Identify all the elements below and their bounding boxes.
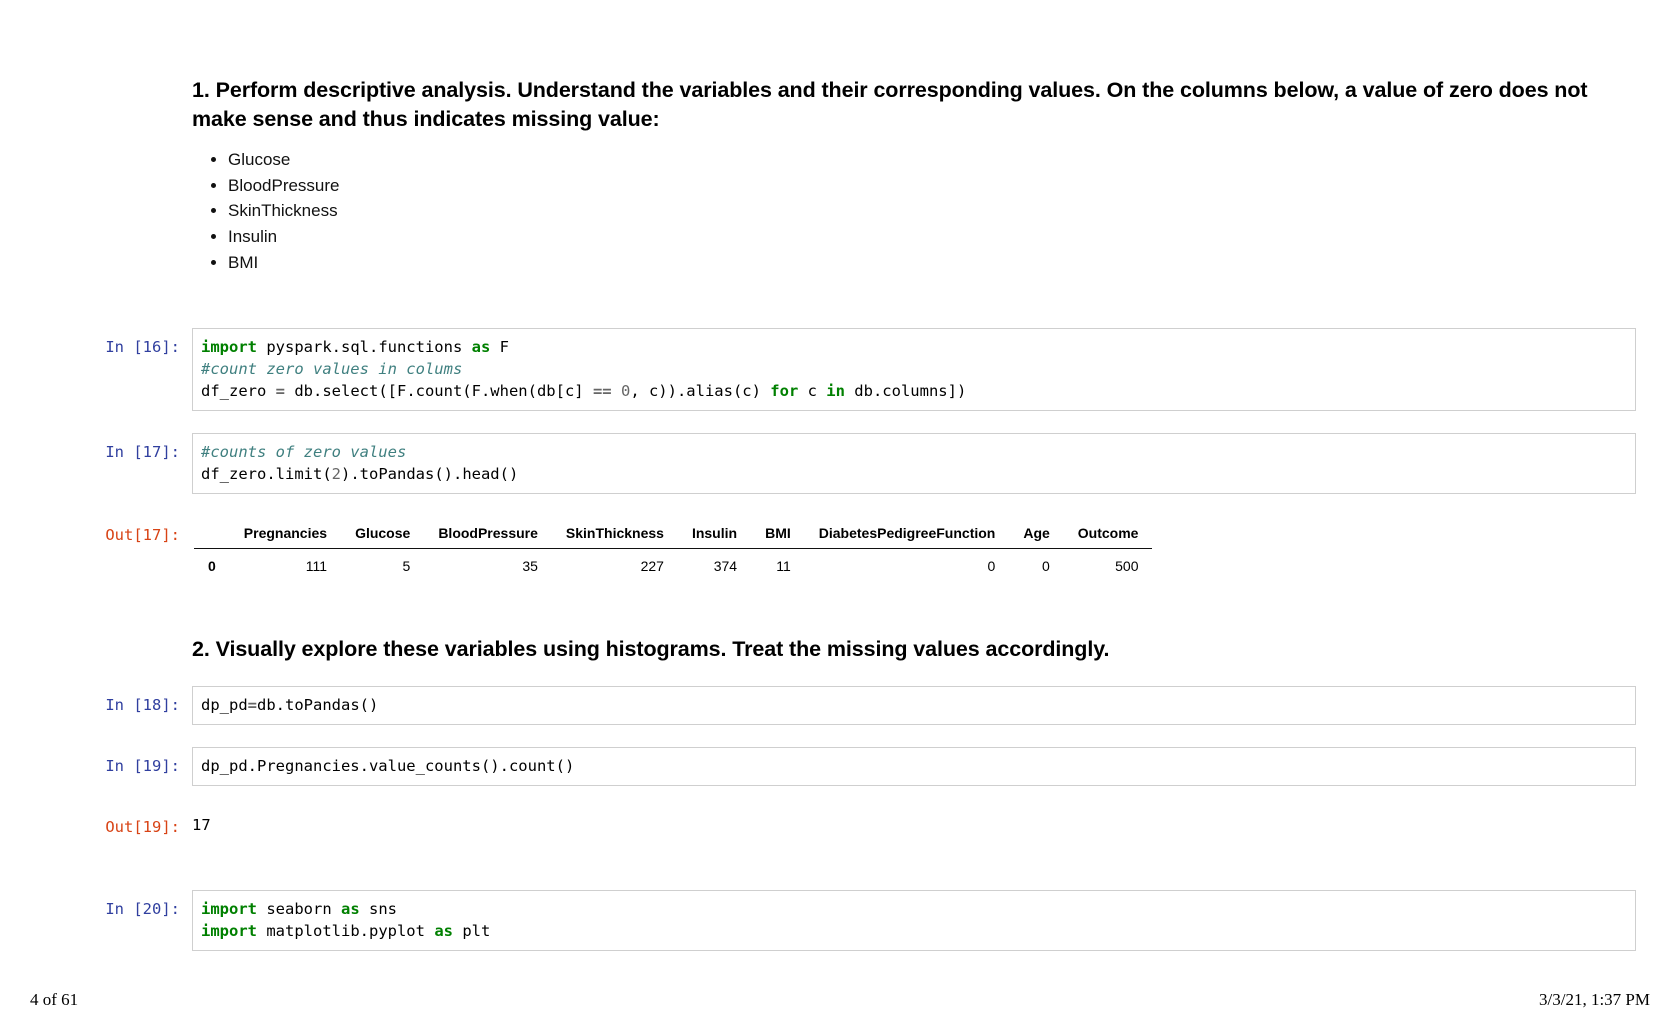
- dataframe-output: [192, 516, 1636, 579]
- keyword-import: import: [201, 922, 257, 941]
- cell-prompt-in-18: In [18]:: [105, 696, 180, 715]
- column-header: Pregnancies: [230, 520, 341, 549]
- column-header: BloodPressure: [424, 520, 552, 549]
- keyword-as: as: [434, 922, 453, 941]
- operator: ==: [592, 382, 612, 401]
- number-literal: 0: [620, 382, 631, 401]
- output-text-19: 17: [192, 816, 211, 835]
- cell-prompt-in-19: In [19]:: [105, 757, 180, 776]
- code-editor-20[interactable]: [192, 890, 1636, 951]
- code-line: [201, 920, 1635, 942]
- code-text: [612, 382, 621, 400]
- cell-prompt-out-19: Out[19]:: [105, 818, 180, 837]
- table-cell: 11: [776, 558, 791, 575]
- column-header: Glucose: [341, 520, 424, 549]
- keyword-import: import: [201, 338, 257, 357]
- code-text: plt: [452, 922, 491, 941]
- operator: =: [275, 382, 285, 401]
- code-editor-16[interactable]: [192, 328, 1636, 411]
- keyword-as: as: [341, 900, 360, 919]
- code-text: df_zero.limit(: [201, 465, 332, 484]
- output-cell-17: [96, 516, 1636, 579]
- table-cell: 35: [522, 558, 538, 575]
- code-line: [201, 441, 1635, 463]
- list-item: • SkinThickness: [228, 199, 1636, 224]
- code-text: db.select([F.count(F.when(db[c]: [285, 382, 593, 401]
- code-comment: #counts of zero values: [201, 443, 407, 462]
- code-text: sns: [359, 900, 397, 919]
- missing-value-columns-list: [192, 148, 1636, 275]
- code-text: seaborn: [257, 900, 341, 919]
- column-header: SkinThickness: [552, 520, 678, 549]
- section-heading-1: 1. Perform descriptive analysis. Understand the variables and their corresponding values. On the columns below, a value of zero does not make sense and thus indicates missing value:: [192, 78, 1588, 132]
- cell-prompt-in-17: In [17]:: [105, 443, 180, 462]
- code-editor-18[interactable]: [192, 686, 1636, 725]
- table-cell: 0: [1042, 558, 1050, 575]
- code-line: [201, 336, 1635, 358]
- keyword-as: as: [471, 338, 491, 357]
- code-text: pyspark.sql.functions: [257, 338, 472, 357]
- cell-prompt-in-16: In [16]:: [105, 338, 180, 357]
- output-cell-19: [96, 808, 1636, 838]
- code-cell-18: [96, 686, 1636, 725]
- list-item: • Insulin: [228, 225, 1636, 250]
- spacer: [96, 276, 1636, 306]
- column-header: BMI: [751, 520, 805, 549]
- column-header: DiabetesPedigreeFunction: [805, 520, 1010, 549]
- section-heading-2: 2. Visually explore these variables using histograms. Treat the missing values accordingly.: [192, 637, 1110, 662]
- code-line: [201, 898, 1635, 920]
- keyword-for: for: [770, 382, 799, 401]
- table-cell: 0: [987, 558, 996, 575]
- code-text: dp_pd: [201, 696, 248, 715]
- row-index: 0: [208, 558, 216, 575]
- code-text: db.toPandas(): [257, 696, 379, 715]
- number-literal: 2: [331, 465, 341, 484]
- code-text: , c)).alias(c): [630, 382, 771, 401]
- code-text: matplotlib.pyplot: [257, 922, 435, 941]
- spacer: [96, 838, 1636, 868]
- footer-timestamp: 3/3/21, 1:37 PM: [1539, 990, 1650, 1009]
- table-cell: 227: [640, 558, 664, 575]
- keyword-import: import: [201, 900, 257, 919]
- list-item: • BMI: [228, 251, 1636, 276]
- column-header-index: [194, 520, 230, 549]
- code-line: [201, 380, 1635, 402]
- table-head: [194, 520, 1152, 549]
- footer-page-number: 4 of 61: [30, 990, 79, 1009]
- code-line: [201, 463, 1635, 485]
- table-row: [194, 549, 1152, 580]
- table-body: [194, 549, 1152, 580]
- column-header: Insulin: [678, 520, 751, 549]
- code-text: df_zero: [201, 382, 276, 401]
- code-cell-16: [96, 328, 1636, 411]
- code-cell-20: [96, 890, 1636, 951]
- table-cell: 374: [713, 558, 738, 575]
- code-text: ).toPandas().head(): [341, 465, 519, 484]
- code-editor-17[interactable]: [192, 433, 1636, 494]
- table-cell: 111: [305, 558, 328, 575]
- code-line: dp_pd.Pregnancies.value_counts().count(): [201, 757, 575, 776]
- code-text: db.columns]): [844, 382, 967, 401]
- dataframe-table: [194, 520, 1152, 579]
- table-cell: 500: [1115, 558, 1139, 575]
- column-header: Age: [1009, 520, 1063, 549]
- code-comment: #count zero values in colums: [201, 360, 463, 379]
- code-cell-17: [96, 433, 1636, 494]
- code-cell-19: [96, 747, 1636, 786]
- list-item: • Glucose: [228, 148, 1636, 173]
- code-text: F: [490, 338, 509, 357]
- table-cell: 5: [402, 558, 411, 575]
- code-line: [201, 694, 1635, 716]
- code-line: [201, 358, 1635, 380]
- table-header-row: [194, 520, 1152, 549]
- cell-prompt-out-17: Out[17]:: [105, 526, 180, 545]
- code-editor-19[interactable]: [192, 747, 1636, 786]
- column-header: Outcome: [1064, 520, 1153, 549]
- code-text: c: [798, 382, 827, 401]
- list-item: • BloodPressure: [228, 174, 1636, 199]
- operator: =: [247, 696, 258, 715]
- notebook-content: [96, 76, 1636, 951]
- keyword-in: in: [826, 382, 845, 401]
- spacer: [96, 579, 1636, 635]
- cell-prompt-in-20: In [20]:: [105, 900, 180, 919]
